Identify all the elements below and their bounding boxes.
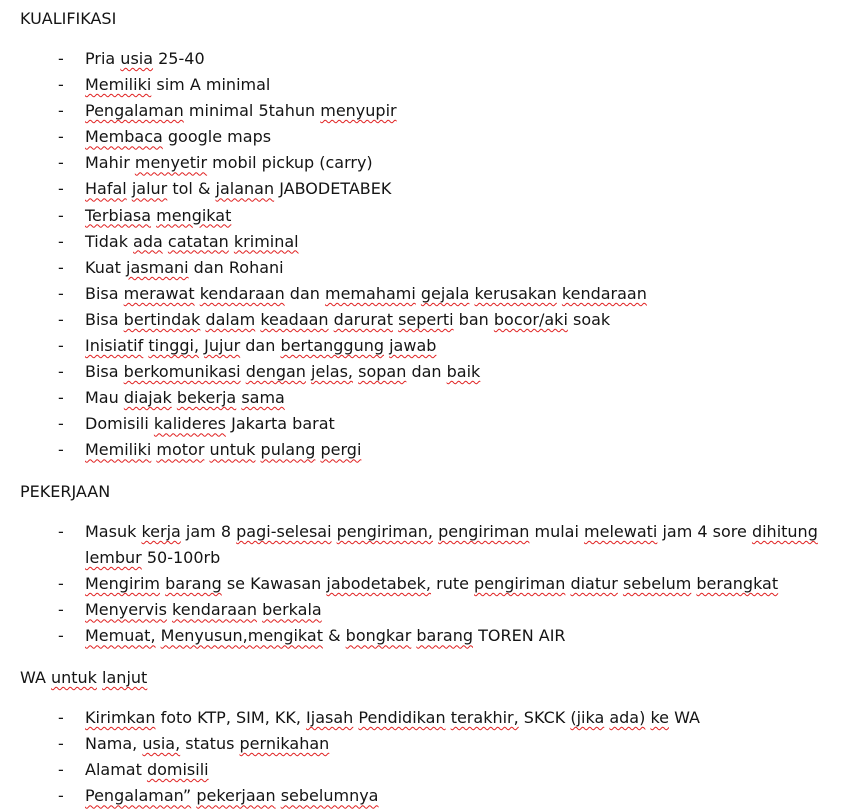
list-item: - Memiliki motor untuk pulang pergi xyxy=(0,437,846,463)
list-item: - Mau diajak bekerja sama xyxy=(0,385,846,411)
bullet-dash: - xyxy=(58,127,64,147)
bullet-dash: - xyxy=(58,101,64,121)
bullet-dash: - xyxy=(58,283,64,303)
list-item: - Alamat domisili xyxy=(0,757,846,783)
bullet-dash: - xyxy=(58,440,64,460)
kualifikasi-list xyxy=(0,46,846,464)
list-item: - Memuat, Menyusun,mengikat & bongkar barang TOREN AIR xyxy=(0,623,846,649)
bullet-dash: - xyxy=(58,336,64,356)
bullet-dash: - xyxy=(58,179,64,199)
bullet-dash: - xyxy=(58,388,64,408)
bullet-dash: - xyxy=(58,734,64,754)
list-item: - Pengalaman minimal 5tahun menyupir xyxy=(0,98,846,124)
bullet-dash: - xyxy=(58,309,64,329)
list-item: - Menyervis kendaraan berkala xyxy=(0,597,846,623)
list-item: - Memiliki sim A minimal xyxy=(0,72,846,98)
list-item: - Pengalaman” pekerjaan sebelumnya xyxy=(0,783,846,809)
list-item: - Masuk kerja jam 8 pagi-selesai pengiriman, pengiriman mulai melewati jam 4 sore dihitung lembur 50-100rb xyxy=(0,519,846,571)
wa-list xyxy=(0,705,846,809)
bullet-dash: - xyxy=(58,522,64,541)
list-item: - Bisa merawat kendaraan dan memahami gejala kerusakan kendaraan xyxy=(0,281,846,307)
list-item: - Mahir menyetir mobil pickup (carry) xyxy=(0,150,846,176)
list-item: - Mengirim barang se Kawasan jabodetabek, rute pengiriman diatur sebelum berangkat xyxy=(0,571,846,597)
list-item: - Bisa berkomunikasi dengan jelas, sopan dan baik xyxy=(0,359,846,385)
bullet-dash: - xyxy=(58,49,64,68)
bullet-dash: - xyxy=(58,153,64,173)
list-item: - Domisili kalideres Jakarta barat xyxy=(0,411,846,437)
section-heading-kualifikasi: KUALIFIKASI xyxy=(20,9,117,28)
list-item: - Pria usia 25-40 xyxy=(0,46,846,72)
list-item: - Kirimkan foto KTP, SIM, KK, Ijasah Pendidikan terakhir, SKCK (jika ada) ke WA xyxy=(0,705,846,731)
list-item: - Nama, usia, status pernikahan xyxy=(0,731,846,757)
bullet-dash: - xyxy=(58,75,64,95)
bullet-dash: - xyxy=(58,626,64,646)
bullet-dash: - xyxy=(58,600,64,620)
bullet-dash: - xyxy=(58,231,64,251)
bullet-dash: - xyxy=(58,708,64,727)
bullet-dash: - xyxy=(58,257,64,277)
list-item: - Terbiasa mengikat xyxy=(0,203,846,229)
bullet-dash: - xyxy=(58,205,64,225)
bullet-dash: - xyxy=(58,362,64,382)
bullet-dash: - xyxy=(58,786,64,806)
list-item: - Tidak ada catatan kriminal xyxy=(0,229,846,255)
bullet-dash: - xyxy=(58,414,64,434)
bullet-dash: - xyxy=(58,574,64,594)
list-item: - Bisa bertindak dalam keadaan darurat seperti ban bocor/aki soak xyxy=(0,307,846,333)
bullet-dash: - xyxy=(58,760,64,780)
section-heading-wa: WA untuk lanjut xyxy=(20,668,148,687)
section-heading-pekerjaan: PEKERJAAN xyxy=(20,482,111,501)
list-item: - Kuat jasmani dan Rohani xyxy=(0,255,846,281)
list-item: - Hafal jalur tol & jalanan JABODETABEK xyxy=(0,176,846,202)
list-item: - Inisiatif tinggi, Jujur dan bertanggung jawab xyxy=(0,333,846,359)
pekerjaan-list xyxy=(0,519,846,649)
list-item: - Membaca google maps xyxy=(0,124,846,150)
